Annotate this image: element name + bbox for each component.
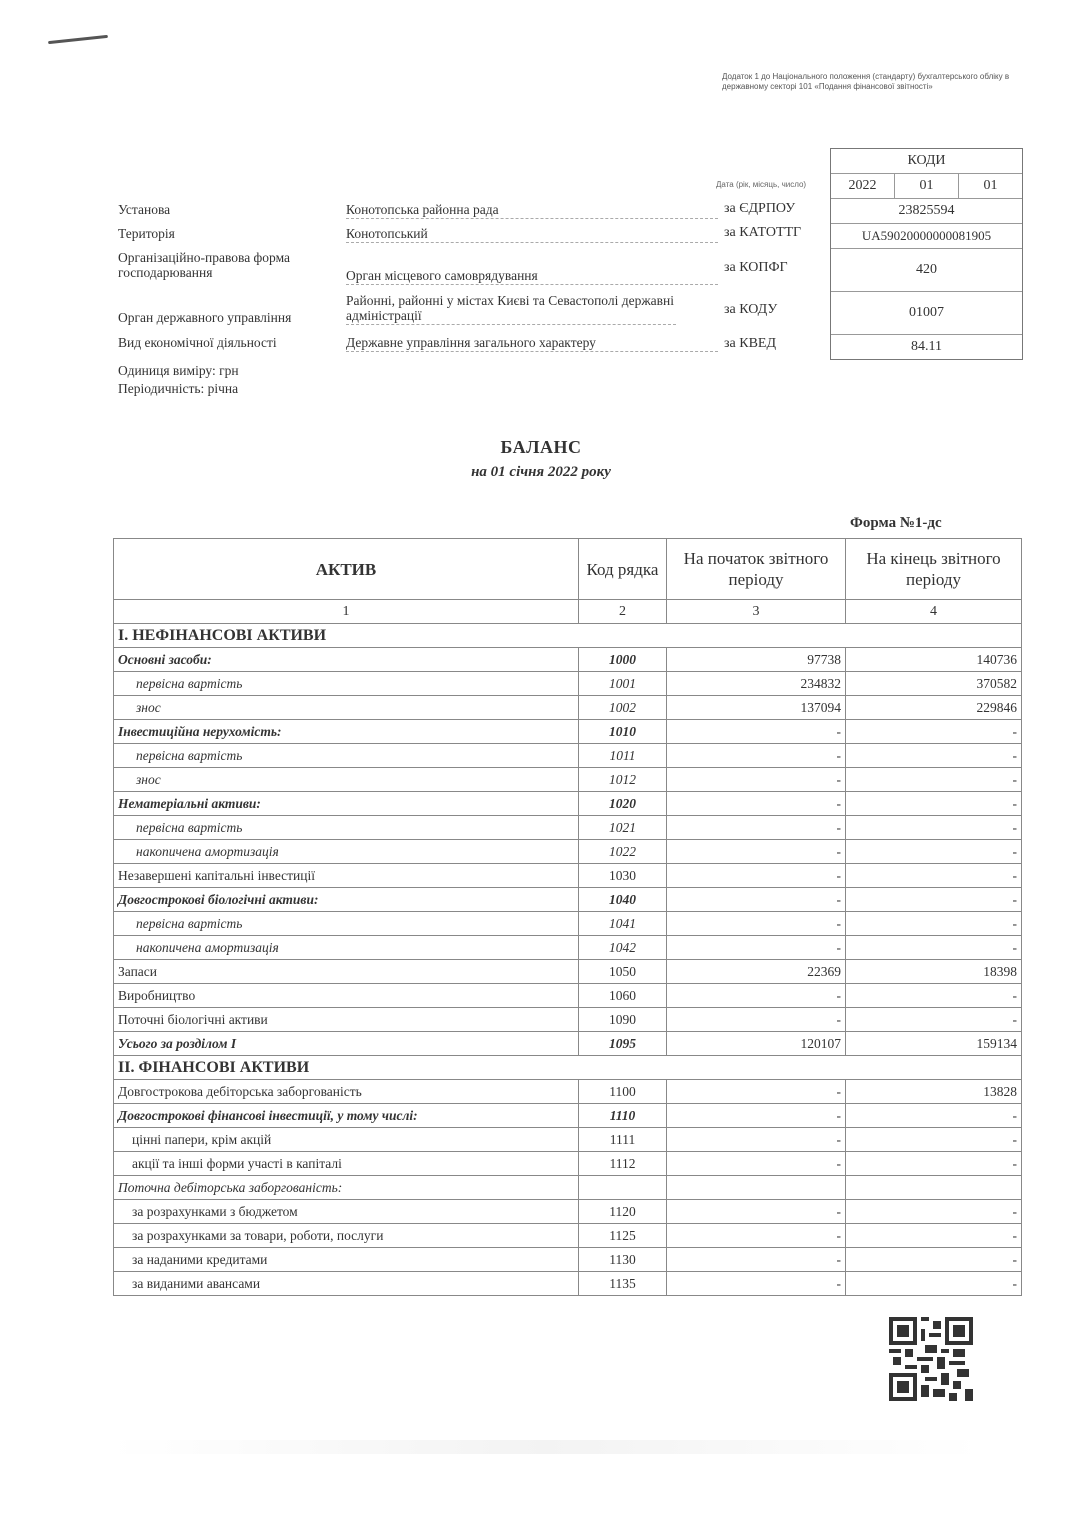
row-code: 1120	[579, 1200, 667, 1224]
row-end-value: -	[846, 1152, 1022, 1176]
row-label: знос	[114, 696, 579, 720]
row-code: 1011	[579, 744, 667, 768]
row-end-value: -	[846, 864, 1022, 888]
table-row	[114, 1200, 1022, 1224]
row-code: 1042	[579, 936, 667, 960]
row-start-value	[667, 1176, 846, 1200]
section-1-rows	[114, 648, 1022, 1056]
header-end: На кінець звітного періоду	[846, 539, 1022, 600]
column-numbers	[114, 600, 1022, 624]
row-code: 1112	[579, 1152, 667, 1176]
table-row	[114, 1152, 1022, 1176]
table-row	[114, 744, 1022, 768]
row-code: 1095	[579, 1032, 667, 1056]
row-label: Поточні біологічні активи	[114, 1008, 579, 1032]
row-end-value: -	[846, 720, 1022, 744]
row-end-value: -	[846, 984, 1022, 1008]
row-code: 1130	[579, 1248, 667, 1272]
row-label: цінні папери, крім акцій	[114, 1128, 579, 1152]
section-header	[114, 1056, 1022, 1080]
row-code: 1125	[579, 1224, 667, 1248]
date-label: Дата (рік, місяць, число)	[716, 180, 807, 189]
code-kopfg: 420	[831, 249, 1022, 292]
table-row	[114, 1008, 1022, 1032]
code-label-kved: за КВЕД	[724, 336, 777, 351]
row-code: 1135	[579, 1272, 667, 1296]
code-kved: 84.11	[911, 339, 942, 354]
section-2-rows	[114, 1080, 1022, 1296]
code-label-kodu: за КОДУ	[724, 302, 778, 317]
row-code	[579, 1176, 667, 1200]
info-value: Орган місцевого самоврядування	[346, 268, 718, 285]
row-label: первісна вартість	[114, 672, 579, 696]
unit-label: Одиниця виміру: грн	[118, 363, 239, 378]
row-code: 1090	[579, 1008, 667, 1032]
row-start-value: -	[667, 1272, 846, 1296]
table-row	[114, 648, 1022, 672]
table-row	[114, 984, 1022, 1008]
header-start: На початок звітного періоду	[667, 539, 846, 600]
table-row	[114, 768, 1022, 792]
section-title: ІІ. ФІНАНСОВІ АКТИВИ	[114, 1056, 1022, 1080]
row-label: накопичена амортизація	[114, 840, 579, 864]
code-kodu: 01007	[831, 292, 1022, 335]
date-year: 2022	[831, 174, 895, 198]
row-start-value: -	[667, 840, 846, 864]
row-label: первісна вартість	[114, 816, 579, 840]
row-label: Запаси	[114, 960, 579, 984]
table-row	[114, 816, 1022, 840]
row-end-value: -	[846, 744, 1022, 768]
row-start-value: -	[667, 864, 846, 888]
row-code: 1111	[579, 1128, 667, 1152]
col-number: 3	[667, 600, 846, 624]
table-row	[114, 936, 1022, 960]
row-end-value: 159134	[846, 1032, 1022, 1056]
row-end-value: -	[846, 1224, 1022, 1248]
row-code: 1001	[579, 672, 667, 696]
section-title: І. НЕФІНАНСОВІ АКТИВИ	[114, 624, 1022, 648]
pen-mark	[48, 35, 108, 44]
row-start-value: -	[667, 1080, 846, 1104]
table-row	[114, 912, 1022, 936]
row-label: за розрахунками за товари, роботи, послуги	[114, 1224, 579, 1248]
table-row	[114, 1224, 1022, 1248]
row-code: 1020	[579, 792, 667, 816]
row-label: акції та інші форми участі в капіталі	[114, 1152, 579, 1176]
date-day: 01	[983, 178, 998, 193]
row-end-value: -	[846, 1008, 1022, 1032]
section-header	[114, 624, 1022, 648]
row-end-value: 370582	[846, 672, 1022, 696]
col-number: 2	[579, 600, 667, 624]
col-number: 4	[846, 600, 1022, 624]
row-end-value: -	[846, 912, 1022, 936]
row-start-value: 234832	[667, 672, 846, 696]
row-label: Незавершені капітальні інвестиції	[114, 864, 579, 888]
info-key: Орган державного управління	[118, 310, 292, 325]
appendix-note: Додаток 1 до Національного положення (стандарту) бухгалтерського обліку в державному секторі 101 «Подання фінансової звітності»	[722, 72, 1010, 91]
info-value: Районні, районні у містах Києві та Севастополі державні адміністрації	[346, 293, 675, 323]
row-code: 1002	[579, 696, 667, 720]
row-start-value: -	[667, 912, 846, 936]
table-row	[114, 1176, 1022, 1200]
row-start-value: -	[667, 744, 846, 768]
codes-header: КОДИ	[831, 149, 1022, 174]
row-start-value: -	[667, 1200, 846, 1224]
row-code: 1030	[579, 864, 667, 888]
row-start-value: -	[667, 768, 846, 792]
table-row	[114, 1032, 1022, 1056]
table-row	[114, 888, 1022, 912]
table-row	[114, 864, 1022, 888]
row-code: 1040	[579, 888, 667, 912]
code-katottg: UA59020000000081905	[831, 224, 1022, 249]
row-label: Інвестиційна нерухомість:	[114, 720, 579, 744]
codes-date	[831, 174, 1022, 199]
row-label: накопичена амортизація	[114, 936, 579, 960]
date-month: 01	[895, 174, 959, 198]
row-label: Виробництво	[114, 984, 579, 1008]
row-end-value: -	[846, 768, 1022, 792]
code-edrpou: 23825594	[831, 199, 1022, 224]
row-start-value: -	[667, 816, 846, 840]
info-key: Організаційно-правова форма господарювання	[118, 250, 291, 280]
row-code: 1110	[579, 1104, 667, 1128]
table-row	[114, 792, 1022, 816]
row-start-value: -	[667, 1128, 846, 1152]
table-row	[114, 1272, 1022, 1296]
table-row	[114, 672, 1022, 696]
row-end-value: -	[846, 936, 1022, 960]
table-row	[114, 840, 1022, 864]
scan-smudge	[110, 1440, 980, 1454]
row-code: 1022	[579, 840, 667, 864]
info-key: Територія	[118, 226, 175, 241]
info-value: Державне управління загального характеру	[346, 335, 718, 352]
row-code: 1060	[579, 984, 667, 1008]
row-start-value: -	[667, 720, 846, 744]
row-start-value: 137094	[667, 696, 846, 720]
row-end-value: -	[846, 840, 1022, 864]
row-end-value: -	[846, 816, 1022, 840]
row-end-value	[846, 1176, 1022, 1200]
row-start-value: -	[667, 984, 846, 1008]
row-start-value: 120107	[667, 1032, 846, 1056]
header-code: Код рядка	[579, 539, 667, 600]
row-label: за наданими кредитами	[114, 1248, 579, 1272]
row-label: Усього за розділом І	[114, 1032, 579, 1056]
row-label: за виданими авансами	[114, 1272, 579, 1296]
table-row	[114, 1248, 1022, 1272]
row-end-value: -	[846, 1128, 1022, 1152]
row-label: за розрахунками з бюджетом	[114, 1200, 579, 1224]
row-code: 1041	[579, 912, 667, 936]
periodicity-label: Періодичність: річна	[118, 381, 239, 396]
header-asset: АКТИВ	[114, 539, 579, 600]
balance-table	[113, 538, 1022, 1296]
row-end-value: -	[846, 792, 1022, 816]
row-code: 1010	[579, 720, 667, 744]
row-code: 1050	[579, 960, 667, 984]
page-subtitle: на 01 січня 2022 року	[471, 464, 611, 480]
row-label: Нематеріальні активи:	[114, 792, 579, 816]
table-row	[114, 1128, 1022, 1152]
row-label: первісна вартість	[114, 744, 579, 768]
codes-box	[830, 148, 1023, 360]
table-row	[114, 1104, 1022, 1128]
row-end-value: 18398	[846, 960, 1022, 984]
row-code: 1100	[579, 1080, 667, 1104]
row-label: Поточна дебіторська заборгованість:	[114, 1176, 579, 1200]
row-code: 1012	[579, 768, 667, 792]
page-title: БАЛАНС	[500, 437, 582, 457]
qr-code-icon	[889, 1317, 973, 1401]
table-row	[114, 1080, 1022, 1104]
row-start-value: -	[667, 936, 846, 960]
row-start-value: -	[667, 1248, 846, 1272]
row-label: Основні засоби:	[114, 648, 579, 672]
row-label: знос	[114, 768, 579, 792]
table-row	[114, 960, 1022, 984]
info-value: Конотопська районна рада	[346, 202, 718, 219]
row-label: Довгострокові фінансові інвестиції, у тому числі:	[114, 1104, 579, 1128]
row-start-value: -	[667, 1008, 846, 1032]
table-row	[114, 696, 1022, 720]
row-end-value: -	[846, 1248, 1022, 1272]
row-start-value: -	[667, 792, 846, 816]
row-end-value: 140736	[846, 648, 1022, 672]
info-key: Установа	[118, 202, 171, 217]
info-value: Конотопський	[346, 226, 718, 243]
row-end-value: -	[846, 888, 1022, 912]
code-label-kopfg: за КОПФГ	[724, 260, 788, 275]
row-label: Довгострокова дебіторська заборгованість	[114, 1080, 579, 1104]
table-row	[114, 720, 1022, 744]
row-label: первісна вартість	[114, 912, 579, 936]
row-start-value: -	[667, 1152, 846, 1176]
row-start-value: -	[667, 1104, 846, 1128]
table-header	[114, 539, 1022, 600]
row-code: 1021	[579, 816, 667, 840]
info-key: Вид економічної діяльності	[118, 335, 277, 350]
row-label: Довгострокові біологічні активи:	[114, 888, 579, 912]
form-number: Форма №1-дс	[850, 515, 942, 531]
row-start-value: -	[667, 1224, 846, 1248]
row-end-value: 13828	[846, 1080, 1022, 1104]
row-end-value: -	[846, 1200, 1022, 1224]
row-end-value: -	[846, 1104, 1022, 1128]
row-start-value: -	[667, 888, 846, 912]
code-label-edrpou: за ЄДРПОУ	[724, 201, 796, 216]
row-start-value: 97738	[667, 648, 846, 672]
row-start-value: 22369	[667, 960, 846, 984]
row-end-value: 229846	[846, 696, 1022, 720]
row-end-value: -	[846, 1272, 1022, 1296]
code-label-katottg: за КАТОТТГ	[724, 225, 802, 240]
col-number: 1	[114, 600, 579, 624]
row-code: 1000	[579, 648, 667, 672]
